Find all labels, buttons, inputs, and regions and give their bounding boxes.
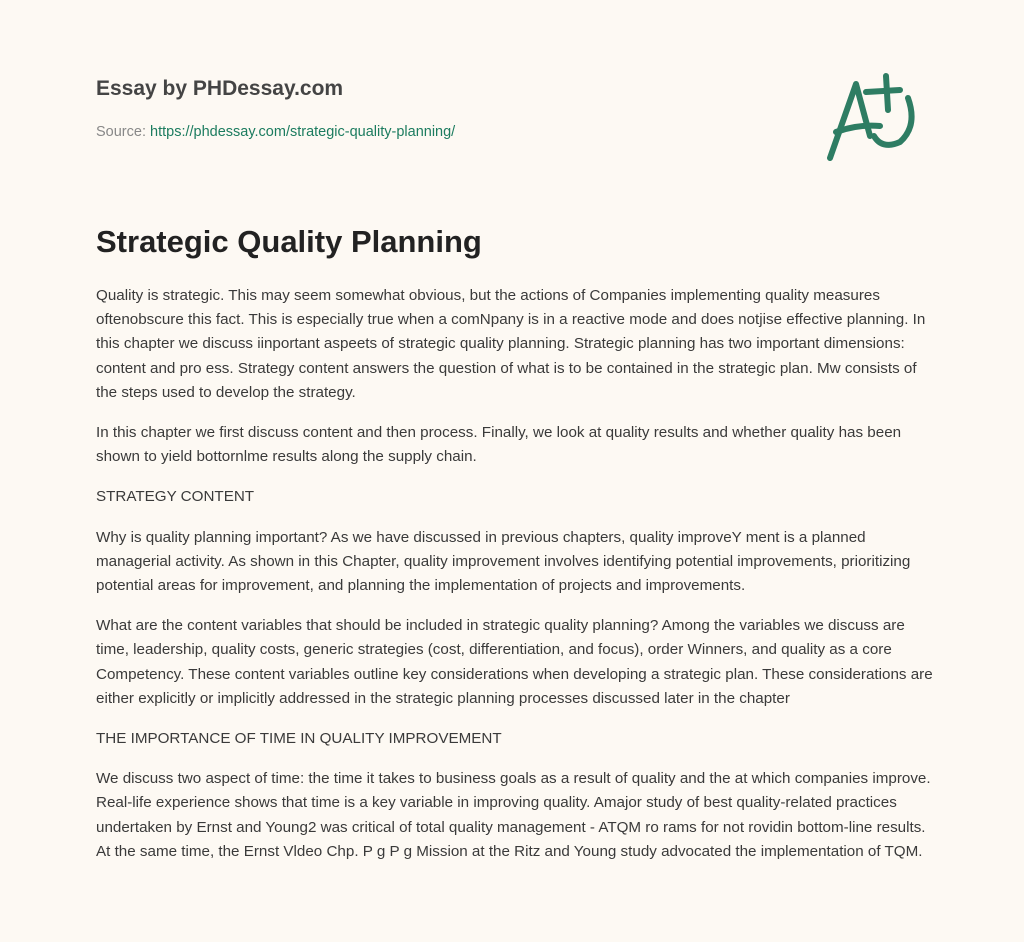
essay-body [96, 284, 936, 880]
site-brand: Essay by PHDessay.com [96, 77, 344, 100]
source-label: Source: [96, 124, 146, 140]
paragraph: What are the content variables that should be included in strategic quality planning? Among the variables we discuss are time, leadership, quality costs, generic strategies (cost, differentiation, and focus), order Winners, and quality as a core Competency. These content variables outline key considerations when developing a strategic plan. These considerations are either explicitly or implicitly addressed in the strategic planning processes discussed later in the chapter [96, 617, 933, 707]
source-line [96, 124, 455, 140]
paragraph: We discuss two aspect of time: the time it takes to business goals as a result of quality and the at which companies improve. Real-life experience shows that time is a key variable in improving quality. Amajor study of best quality-related practices undertaken by Ernst and Young2 was critical of total quality management - ATQM ro rams for not rovidin bottom-line results. At the same time, the Ernst Vldeo Chp. P g P g Mission at the Ritz and Young study advocated the implementation of TQM. [96, 770, 931, 860]
paragraph: Quality is strategic. This may seem somewhat obvious, but the actions of Companies implementing quality measures oftenobscure this fact. This is especially true when a comNpany is in a reactive mode and does notjise effective planning. In this chapter we discuss iinportant aspeets of strategic quality planning. Strategic planning has two important dimensions: content and pro ess. Strategy content answers the question of what is to be contained in the strategic plan. Mw consists of the steps used to develop the strategy. [96, 287, 926, 401]
a-plus-logo-icon [818, 66, 938, 166]
section-heading: THE IMPORTANCE OF TIME IN QUALITY IMPROVEMENT [96, 730, 502, 748]
source-link[interactable]: https://phdessay.com/strategic-quality-planning/ [150, 124, 456, 140]
paragraph: Why is quality planning important? As we have discussed in previous chapters, quality improveY ment is a planned managerial activity. As shown in this Chapter, quality improvement involves identifying potential improvements, prioritizing potential areas for improvement, and planning the implementation of projects and improvements. [96, 528, 911, 595]
paragraph: In this chapter we first discuss content and then process. Finally, we look at quality results and whether quality has been shown to yield bottornlme results along the supply chain. [96, 424, 902, 466]
page-title: Strategic Quality Planning [96, 224, 482, 259]
section-heading: STRATEGY CONTENT [96, 488, 255, 506]
